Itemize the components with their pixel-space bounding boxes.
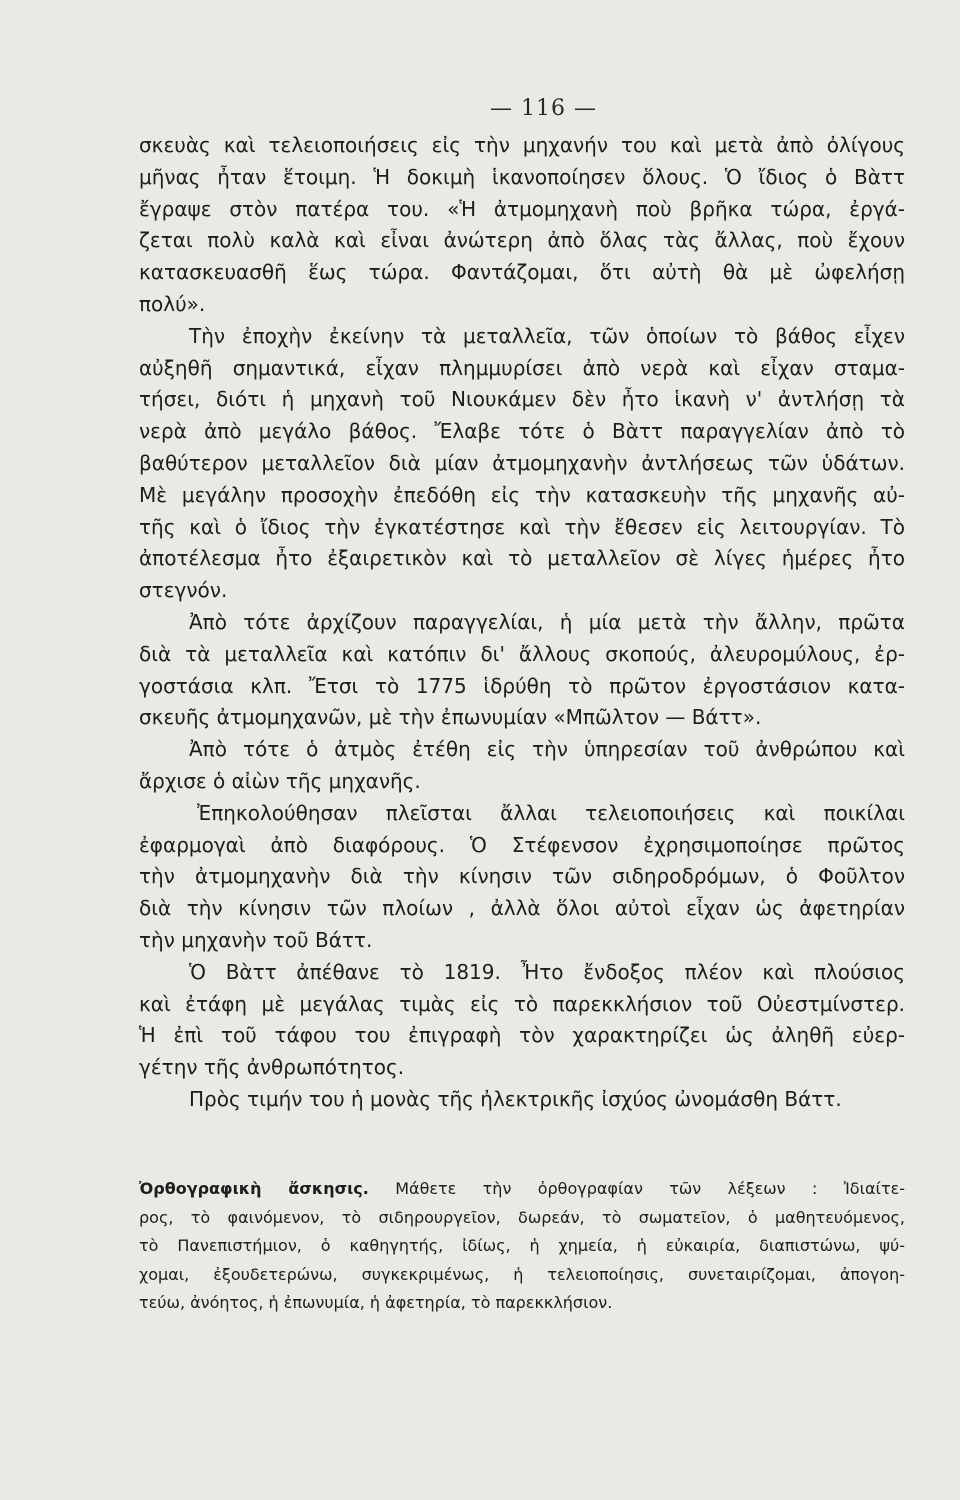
text-line: βαθύτερον μεταλλεῖον διὰ μίαν ἀτμομηχανὴν ἀντλήσεως τῶν ὑδάτων. (139, 450, 905, 475)
paragraph-2 (139, 321, 905, 607)
text-line: διὰ τὰ μεταλλεῖα καὶ κατόπιν δι' ἄλλους σκοπούς, ἀλευρομύλους, ἐρ- (139, 641, 905, 666)
exercise-title: Ὀρθογραφικὴ ἄσκησις. (139, 1179, 369, 1198)
text-line: κατασκευασθῆ ἕως τώρα. Φαντάζομαι, ὅτι αὐτὴ θὰ μὲ ὠφελήσῃ (139, 260, 905, 285)
text-line: αὐξηθῆ σημαντικά, εἶχαν πλημμυρίσει ἀπὸ νερὰ καὶ εἶχαν σταμα- (139, 355, 905, 380)
exercise-line: χομαι, ἐξουδετερώνω, συγκεκριμένως, ἡ τελειοποίησις, συνεταιρίζομαι, ἀπογοη- (139, 1264, 905, 1284)
text-line: Ἀπὸ τότε ἀρχίζουν παραγγελίαι, ἡ μία μετὰ τὴν ἄλλην, πρῶτα (189, 609, 905, 634)
text-line: Ὁ Βὰττ ἀπέθανε τὸ 1819. Ἦτο ἔνδοξος πλέον καὶ πλούσιος (189, 959, 905, 984)
text-line: διὰ τὴν κίνησιν τῶν πλοίων , ἀλλὰ ὅλοι αὐτοὶ εἶχαν ὡς ἀφετηρίαν (139, 896, 905, 921)
exercise-text: Μάθετε τὴν ὀρθογραφίαν τῶν λέξεων : Ἰδιαίτε- (395, 1179, 905, 1198)
text-line: πολύ». (139, 291, 206, 316)
text-line: σκευὰς καὶ τελειοποιήσεις εἰς τὴν μηχανήν του καὶ μετὰ ἀπὸ ὀλίγους (139, 133, 905, 157)
text-line: Μὲ μεγάλην προσοχὴν ἐπεδόθη εἰς τὴν κατασκευὴν τῆς μηχανῆς αὐ- (139, 482, 905, 507)
text-line: καὶ ἐτάφη μὲ μεγάλας τιμὰς εἰς τὸ παρεκκλήσιον τοῦ Οὐεστμίνστερ. (139, 991, 905, 1016)
spelling-exercise (139, 1175, 905, 1318)
text-line: ἔγραψε στὸν πατέρα του. «Ἡ ἀτμομηχανὴ ποὺ βρῆκα τώρα, ἐργά- (139, 196, 905, 221)
text-line: ζεται πολὺ καλὰ καὶ εἶναι ἀνώτερη ἀπὸ ὅλας τὰς ἄλλας, ποὺ ἔχουν (139, 228, 905, 253)
text-line: τῆς καὶ ὁ ἴδιος τὴν ἐγκατέστησε καὶ τὴν ἔθεσεν εἰς λειτουργίαν. Τὸ (139, 514, 905, 539)
text-line: ἐφαρμογαὶ ἀπὸ διαφόρους. Ὁ Στέφενσον ἐχρησιμοποίησε πρῶτος (139, 832, 905, 857)
text-line: Πρὸς τιμήν του ἡ μονὰς τῆς ἠλεκτρικῆς ἰσχύος ὠνομάσθη Βάττ. (189, 1086, 842, 1111)
paragraph-6 (139, 957, 905, 1084)
text-line: Ἡ ἐπὶ τοῦ τάφου του ἐπιγραφὴ τὸν χαρακτηρίζει ὡς ἀληθῆ εὐερ- (139, 1023, 905, 1048)
paragraph-3 (139, 607, 905, 734)
text-line: μῆνας ἦταν ἕτοιμη. Ἡ δοκιμὴ ἱκανοποίησεν ὅλους. Ὁ ἴδιος ὁ Βὰττ (139, 164, 905, 189)
text-line: γέτην τῆς ἀνθρωπότητος. (139, 1055, 405, 1080)
paragraph-7 (139, 1084, 905, 1116)
text-line: Τὴν ἐποχὴν ἐκείνην τὰ μεταλλεῖα, τῶν ὁποίων τὸ βάθος εἶχεν (189, 323, 905, 348)
exercise-line (139, 1175, 905, 1204)
exercise-line: τὸ Πανεπιστήμιον, ὁ καθηγητής, ἰδίως, ἡ χημεία, ἡ εὐκαιρία, διαπιστώνω, ψύ- (139, 1236, 905, 1255)
text-line: στεγνόν. (139, 578, 228, 603)
text-line: ἄρχισε ὁ αἰὼν τῆς μηχανῆς. (139, 768, 421, 793)
text-line: τὴν μηχανὴν τοῦ Βάττ. (139, 927, 373, 952)
text-line: γοστάσια κλπ. Ἔτσι τὸ 1775 ἱδρύθη τὸ πρῶτον ἐργοστάσιον κατα- (139, 673, 905, 698)
body-text (139, 130, 905, 1116)
exercise-line: τεύω, ἀνόητος, ἡ ἐπωνυμία, ἡ ἀφετηρία, τὸ παρεκκλήσιον. (139, 1293, 613, 1312)
page-number: — 116 — (490, 96, 597, 121)
text-line: νερὰ ἀπὸ μεγάλο βάθος. Ἔλαβε τότε ὁ Βὰττ παραγγελίαν ἀπὸ τὸ (139, 419, 905, 444)
text-line: τήσει, διότι ἡ μηχανὴ τοῦ Νιουκάμεν δὲν ἦτο ἱκανὴ ν' ἀντλήσῃ τὰ (139, 387, 905, 412)
exercise-line: ρος, τὸ φαινόμενον, τὸ σιδηρουργεῖον, δωρεάν, τὸ σωματεῖον, ὁ μαθητευόμενος, (139, 1207, 905, 1227)
text-line: Ἀπὸ τότε ὁ ἀτμὸς ἐτέθη εἰς τὴν ὑπηρεσίαν τοῦ ἀνθρώπου καὶ (189, 737, 905, 762)
paragraph-5 (139, 798, 905, 957)
text-line: σκευῆς ἀτμομηχανῶν, μὲ τὴν ἐπωνυμίαν «Μπῶλτον — Βάττ». (139, 705, 762, 730)
text-line: ἀποτέλεσμα ἦτο ἐξαιρετικὸν καὶ τὸ μεταλλεῖον σὲ λίγες ἡμέρες ἦτο (139, 546, 905, 571)
paragraph-1 (139, 130, 905, 321)
text-line: τὴν ἀτμομηχανὴν διὰ τὴν κίνησιν τῶν σιδηροδρόμων, ὁ Φοῦλτον (139, 864, 905, 889)
text-line: Ἐπηκολούθησαν πλεῖσται ἄλλαι τελειοποιήσεις καὶ ποικίλαι (197, 800, 905, 825)
paragraph-4 (139, 734, 905, 798)
